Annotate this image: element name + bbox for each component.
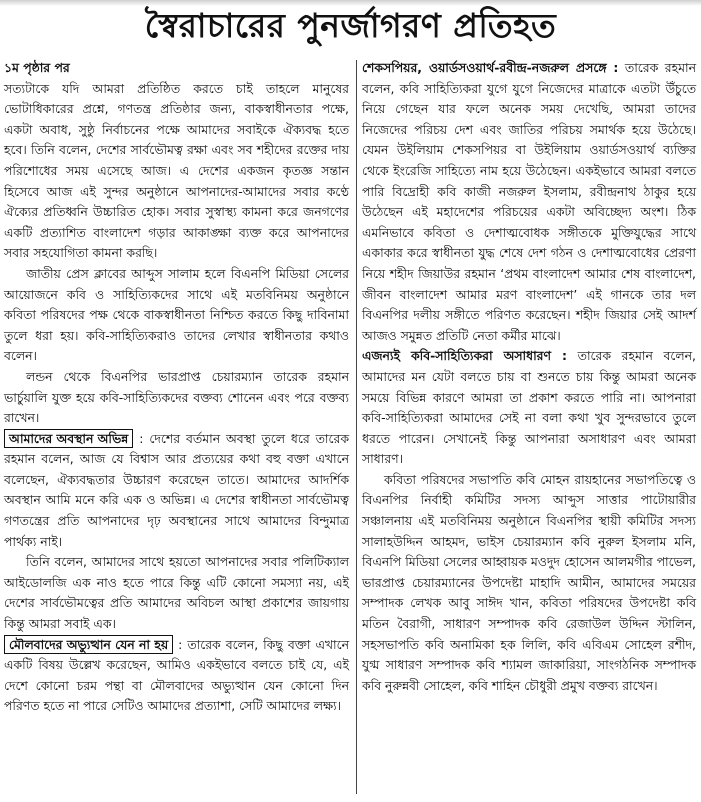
paragraph: জাতীয় প্রেস ক্লাবের আব্দুস সালাম হলে বিএনপি মিডিয়া সেলের আয়োজনে কবি ও সাহিত্যিকদের সাথে এই মতবিনিময় অনুষ্ঠানে কবিতা পরিষদের পক্ষ থেকে বাকস্বাধীনতা নিশ্চিত করতে কিছু দাবিনামা তুলে ধরা হয়। কবি-সাহিত্যিকরাও তাদের লেখার স্বাধীনতার কথাও বলেন। [4, 265, 349, 364]
subhead-paragraph [362, 58, 696, 346]
continued-label: ১ম পৃষ্ঠার পর [4, 60, 70, 75]
subheading: আমাদের অবস্থান অভিন্ন [4, 429, 133, 448]
paragraph-text: : তারেক বলেন, কিছু বক্তা এখানে একটি বিষয় উল্লেখ করেছেন, আমিও একইভাবে বলতে চাই যে, এই দেশে কোনো চরম পন্থা বা মৌলবাদের অভ্যুত্থান যেন কোনো দিন পরিণত হতে না পারে সেটিও আমাদের প্রত্যাশা, সেটি আমাদের লক্ষ্য। [4, 636, 349, 714]
column-divider [356, 60, 357, 794]
headline: স্বৈরাচারের পুনর্জাগরণ প্রতিহত [144, 6, 557, 45]
paragraph: কবিতা পরিষদের সভাপতি কবি মোহন রায়হানের সভাপতিত্বে ও বিএনপির নির্বাহী কমিটির সদস্য আব্দুস সাত্তার পাটোয়ারীর সঞ্চালনায় এই মতবিনিময় অনুষ্ঠানে বিএনপির স্থায়ী কমিটির সদস্য সালাহউদ্দিন আহমদ, ভাইস চেয়ারম্যান কবি নুরুল ইসলাম মনি, বিএনপি মিডিয়া সেলের আহ্বায়ক মওদুদ হোসেন আলমগীর পাভেল, ভারপ্রাপ্ত চেয়ারম্যানের উপদেষ্টা মাহাদি আমীন, আমাদের সময়ের সম্পাদক লেখক আবু সাঈদ খান, কবিতা পরিষদের উপদেষ্টা কবি মতিন বৈরাগী, সাধারণ সম্পাদক কবি রেজাউল উদ্দিন স্টালিন, সহসভাপতি কবি অনামিকা হক লিলি, কবি এবিএম সোহেল রশীদ, যুগ্ম সাধারণ সম্পাদক কবি শ্যামল জাকারিয়া, সাংগঠনিক সম্পাদক কবি নুরুন্নবী সোহেল, কবি শাহিন চৌধুরী প্রমুখ বক্তব্য রাখেন। [362, 471, 696, 693]
right-column [362, 58, 696, 696]
subhead-paragraph [4, 429, 349, 553]
paragraph-text: : দেশের বর্তমান অবস্থা তুলে ধরে তারেক রহমান বলেন, আজ যে বিশ্বাস আর প্রত্যয়ের কথা বহু বক্তা এখানে বলেছেন, ঐক্যবদ্ধতার উচ্চারণ করেছেন তাতে। আমাদের আদর্শিক অবস্থান আমি মনে করি এক ও অভিন্ন। এ দেশের স্বাধীনতা সার্বভৌমত্ব গণতন্ত্রের প্রতি আপনাদের দৃঢ় অবস্থানের সাথে আমাদের বিন্দুমাত্র পার্থক্য নাই। [4, 430, 349, 549]
subhead-paragraph [4, 635, 349, 717]
paragraph: তিনি বলেন, আমাদের সাথে হয়তো আপনাদের সবার পলিটিক্যাল আইডোলজি এক নাও হতে পারে কিন্তু এটি কোনো সমস্যা নয়, এই দেশের সার্বভৌমত্বের প্রতি আমাদের অবিচল আস্থা প্রকাশের জায়গায় কিন্তু আমরা সবাই এক। [4, 554, 349, 632]
subheading: মৌলবাদের অভ্যুত্থান যেন না হয় [4, 635, 173, 654]
paragraph-text: সত্যটাকে যদি আমরা প্রতিষ্ঠিত করতে চাই তাহলে মানুষের ভোটাধিকারের প্রশ্নে, গণতন্ত্র প্রতিষ্ঠার জন্য, বাকস্বাধীনতার পক্ষে, একটা অবাধ, সুষ্ঠু নির্বাচনের পক্ষে আমাদের সবাইকে ঐক্যবদ্ধ হতে হবে। তিনি বলেন, দেশের সার্বভৌমত্ব রক্ষা এবং সব শহীদের রক্তের দায় পরিশোধের সময় এসেছে আজ। এ দেশের একজন কৃতজ্ঞ সন্তান হিসেবে আজ এই সুন্দর অনুষ্ঠানে আপনাদের-আমাদের সবার কণ্ঠে ঐক্যের প্রতিধ্বনি উচ্চারিত হোক। সবার সুস্বাস্থ্য কামনা করে জনগণের একটি প্রত্যাশিত বাংলাদেশ গড়ার আকাঙ্ক্ষা ব্যক্ত করে আপনাদের সবার সহযোগিতা কামনা করছি। [4, 80, 349, 261]
subheading: এজন্যই কবি-সাহিত্যিকরা অসাধারণ : [362, 348, 567, 364]
continued-paragraph [4, 58, 349, 264]
subhead-paragraph [362, 346, 696, 470]
left-column [4, 58, 349, 717]
paragraph-text: তারেক রহমান বলেন, কবি সাহিত্যিকরা যুগে যুগে নিজেদের মাত্রাকে এতটা উঁচুতে নিয়ে গেছেন যার ফলে অনেক সময় দেখেছি, আমরা তাদের নিজেদের পরিচয় দেশ এবং জাতির পরিচয় সমার্থক হয়ে উঠেছে। যেমন উইলিয়াম শেকসপিয়র বা উইলিয়াম ওয়ার্ডসওয়ার্থ ব্যক্তির থেকে ইংরেজি সাহিত্যে নাম হয়ে উঠেছেন। একইভাবে আমরা বলতে পারি বিদ্রোহী কবি কাজী নজরুল ইসলাম, রবীন্দ্রনাথ ঠাকুর হয়ে উঠেছেন এই মহাদেশের পরিচয়ের একটা অবিচ্ছেদ্য অংশ। ঠিক এমনিভাবে কবিতা ও দেশাত্মবোধক সঙ্গীতকে মুক্তিযুদ্ধের সাথে একাকার করে স্বাধীনতা যুদ্ধ শেষে দেশ গঠন ও দেশাত্মবোধের প্রেরণা নিয়ে শহীদ জিয়াউর রহমান ‘প্রথম বাংলাদেশ আমার শেষ বাংলাদেশ, জীবন বাংলাদেশ আমার মরণ বাংলাদেশ’ এই গানকে তার দল বিএনপির দলীয় সঙ্গীতে পরিণত করেছেন। শহীদ জিয়ার সেই আদর্শ আজও সমুন্নত প্রতিটি নেতা কর্মীর মাঝে। [362, 60, 696, 343]
subheading: শেকসপিয়র, ওয়ার্ডসওয়ার্থ-রবীন্দ্র-নজরুল প্রসঙ্গে : [362, 60, 619, 75]
paragraph-text: তারেক রহমান বলেন, আমাদের মন যেটা বলতে চায় বা শুনতে চায় কিন্তু আমরা অনেক সময়ে বিভিন্ন কারণে আমরা তা প্রকাশ করতে পারি না। আপনারা কবি-সাহিত্যিকরা আমাদের সেই না বলা কথা খুব সুন্দরভাবে তুলে ধরতে পারেন। সেখানেই কিন্তু আপনারা অসাধারণ এবং আমরা সাধারণ। [362, 348, 696, 467]
paragraph: লন্ডন থেকে বিএনপির ভারপ্রাপ্ত চেয়ারম্যান তারেক রহমান ভার্চুয়ালি যুক্ত হয়ে কবি-সাহিত্যিকদের বক্তব্য শোনেন এবং পরে বক্তব্য রাখেন। [4, 368, 349, 426]
